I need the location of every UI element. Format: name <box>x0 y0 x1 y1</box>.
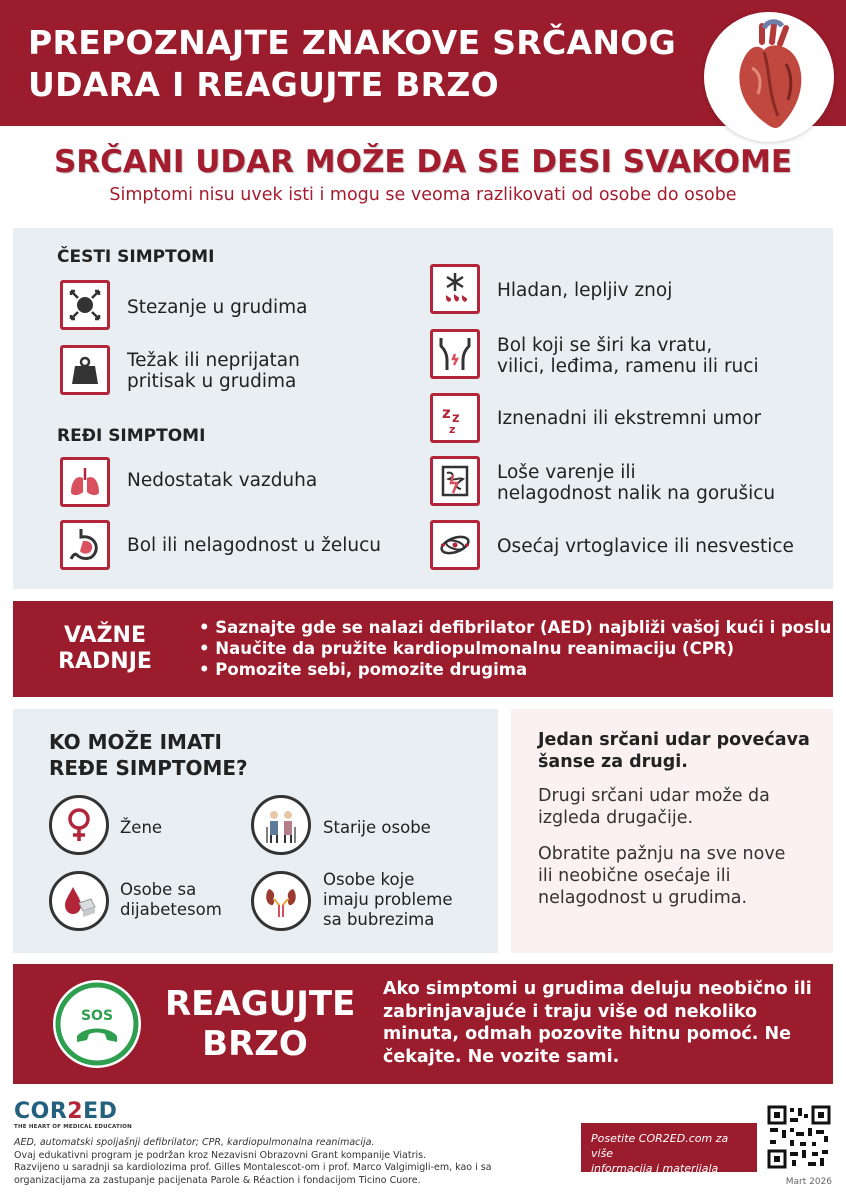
qr-code-icon[interactable] <box>766 1104 832 1170</box>
second-attack-p2-line2: ili neobične osećaje ili <box>538 866 731 886</box>
important-actions-list <box>199 617 831 680</box>
lungs-icon <box>60 457 110 507</box>
second-attack-paragraph-2 <box>538 843 818 909</box>
footnote-developed-1: Razvijeno u saradnji sa kardiolozima prof. Gilles Montalescot-om i prof. Marco Valgimigli-em, kao i sa <box>14 1162 492 1173</box>
second-attack-lead-line1: Jedan srčani udar povećava <box>538 730 810 750</box>
group-diabetes-line2: dijabetesom <box>120 900 222 919</box>
important-actions-title <box>45 623 165 675</box>
visit-website-box[interactable] <box>581 1123 757 1175</box>
action-item: • Pomozite sebi, pomozite drugima <box>199 659 831 680</box>
kidneys-icon <box>251 871 311 931</box>
cold-sweat-icon <box>430 264 480 314</box>
fatigue-zzz-icon <box>430 393 480 443</box>
logo-part-ed: ED <box>83 1099 118 1124</box>
symptom-stomach-pain: Bol ili nelagodnost u želucu <box>127 535 381 556</box>
main-headline: SRČANI UDAR MOŽE DA SE DESI SVAKOME <box>53 144 792 180</box>
second-attack-lead-line2: šanse za drugi. <box>538 752 688 772</box>
symptom-cold-sweat: Hladan, lepljiv znoj <box>497 280 673 301</box>
second-attack-p2-line3: nelagodnost u grudima. <box>538 888 748 908</box>
logo-part-2: 2 <box>67 1099 84 1124</box>
logo-part-cor: COR <box>14 1099 68 1124</box>
symptom-shortness-of-breath: Nedostatak vazduha <box>127 470 318 491</box>
symptom-heavy-pressure <box>127 350 300 392</box>
symptom-dizziness: Osećaj vrtoglavice ili nesvestice <box>497 536 794 557</box>
action-item: • Saznajte gde se nalazi defibrilator (AED) najbliži vašoj kući i poslu <box>199 617 831 638</box>
visit-line2: informacija i materijala <box>591 1162 719 1175</box>
act-fast-band <box>13 964 833 1084</box>
symptom-heavy-pressure-line1: Težak ili neprijatan <box>127 350 300 371</box>
footnote-grant: Ovaj edukativni program je podržan kroz Nezavisni Obrazovni Grant kompanije Viatris. <box>14 1149 427 1161</box>
rare-symptoms-heading: REĐI SIMPTOMI <box>57 426 206 446</box>
dizziness-icon <box>430 520 480 570</box>
act-fast-title-line1: REAGUJTE <box>165 984 356 1024</box>
group-kidney-line1: Osobe koje <box>323 870 415 889</box>
group-women: Žene <box>120 818 163 837</box>
stomach-icon <box>60 520 110 570</box>
footnotes <box>14 1137 534 1187</box>
group-diabetes <box>120 880 222 920</box>
group-diabetes-line1: Osobe sa <box>120 880 197 899</box>
female-symbol-icon <box>49 795 109 855</box>
act-fast-text: Ako simptomi u grudima deluju neobično ili zabrinjavajuće i traju više od nekoliko minuta, odmah pozovite hitnu pomoć. Ne čekajte. Ne vozite sami. <box>383 979 812 1067</box>
symptom-indigestion-line1: Loše varenje ili <box>497 462 636 483</box>
footnote-developed-2: organizacijama za zastupanje pacijenata Parole & Réaction i fondacijom Ticino Cuore. <box>14 1174 421 1186</box>
page-title-line2: UDARA I REAGUJTE BRZO <box>28 65 499 104</box>
rare-symptoms-groups-title-line2: REĐE SIMPTOME? <box>49 756 248 780</box>
symptom-fatigue: Iznenadni ili ekstremni umor <box>497 408 762 429</box>
symptom-chest-tightness: Stezanje u grudima <box>127 297 308 318</box>
footnote-abbreviations: AED, automatski spoljašnji defibrilator; CPR, kardiopulmonalna reanimacija. <box>14 1137 375 1148</box>
important-actions-title-line2: RADNJE <box>58 649 152 674</box>
sub-headline: Simptomi nisu uvek isti i mogu se veoma razlikovati od osobe do osobe <box>109 185 737 205</box>
important-actions-band <box>13 601 833 697</box>
group-kidney <box>323 870 452 930</box>
sos-badge <box>37 978 157 1070</box>
publication-date: Mart 2026 <box>785 1177 832 1187</box>
symptom-heavy-pressure-line2: pritisak u grudima <box>127 371 297 392</box>
blood-drop-sugar-icon <box>49 871 109 931</box>
important-actions-title-line1: VAŽNE <box>64 623 146 648</box>
anatomical-heart-icon <box>704 12 834 142</box>
rare-symptoms-groups-panel <box>13 709 498 953</box>
second-attack-lead <box>538 729 818 773</box>
rare-symptoms-groups-title-line1: KO MOŽE IMATI <box>49 730 222 754</box>
second-attack-paragraph-1 <box>538 785 818 829</box>
common-symptoms-heading: ČESTI SIMPTOMI <box>57 247 215 267</box>
second-attack-panel <box>511 709 833 953</box>
neck-pain-icon <box>430 329 480 379</box>
action-item: • Naučite da pružite kardiopulmonalnu reanimaciju (CPR) <box>199 638 831 659</box>
second-attack-p1-line2: izgleda drugačije. <box>538 808 694 828</box>
cor2ed-logo <box>14 1099 117 1124</box>
symptom-indigestion-line2: nelagodnost nalik na gorušicu <box>497 483 776 504</box>
chest-tightness-icon <box>60 280 110 330</box>
visit-line1: Posetite COR2ED.com za više <box>591 1132 729 1160</box>
rare-symptoms-groups-title <box>49 729 248 781</box>
symptom-radiating-pain <box>497 335 759 377</box>
intestine-icon <box>430 456 480 506</box>
group-kidney-line2: imaju probleme <box>323 890 453 909</box>
page-title <box>28 22 688 106</box>
act-fast-title <box>165 984 356 1064</box>
svg-text:z: z <box>452 411 460 426</box>
sos-label: SOS <box>80 1008 114 1024</box>
act-fast-title-line2: BRZO <box>202 1024 308 1064</box>
elderly-couple-icon <box>251 795 311 855</box>
page-title-line1: PREPOZNAJTE ZNAKOVE SRČANOG <box>28 23 676 62</box>
group-elderly: Starije osobe <box>323 818 431 837</box>
svg-text:z: z <box>449 423 456 436</box>
group-kidney-line3: sa bubrezima <box>323 910 435 929</box>
weight-pressure-icon <box>60 345 110 395</box>
symptom-indigestion <box>497 462 775 504</box>
second-attack-p2-line1: Obratite pažnju na sve nove <box>538 844 786 864</box>
symptoms-panel <box>13 228 833 589</box>
logo-tagline: THE HEART OF MEDICAL EDUCATION <box>14 1124 132 1130</box>
symptom-radiating-pain-line2: vilici, leđima, ramenu ili ruci <box>497 356 759 377</box>
symptom-radiating-pain-line1: Bol koji se širi ka vratu, <box>497 335 713 356</box>
svg-text:z: z <box>442 404 451 422</box>
second-attack-p1-line1: Drugi srčani udar može da <box>538 786 770 806</box>
